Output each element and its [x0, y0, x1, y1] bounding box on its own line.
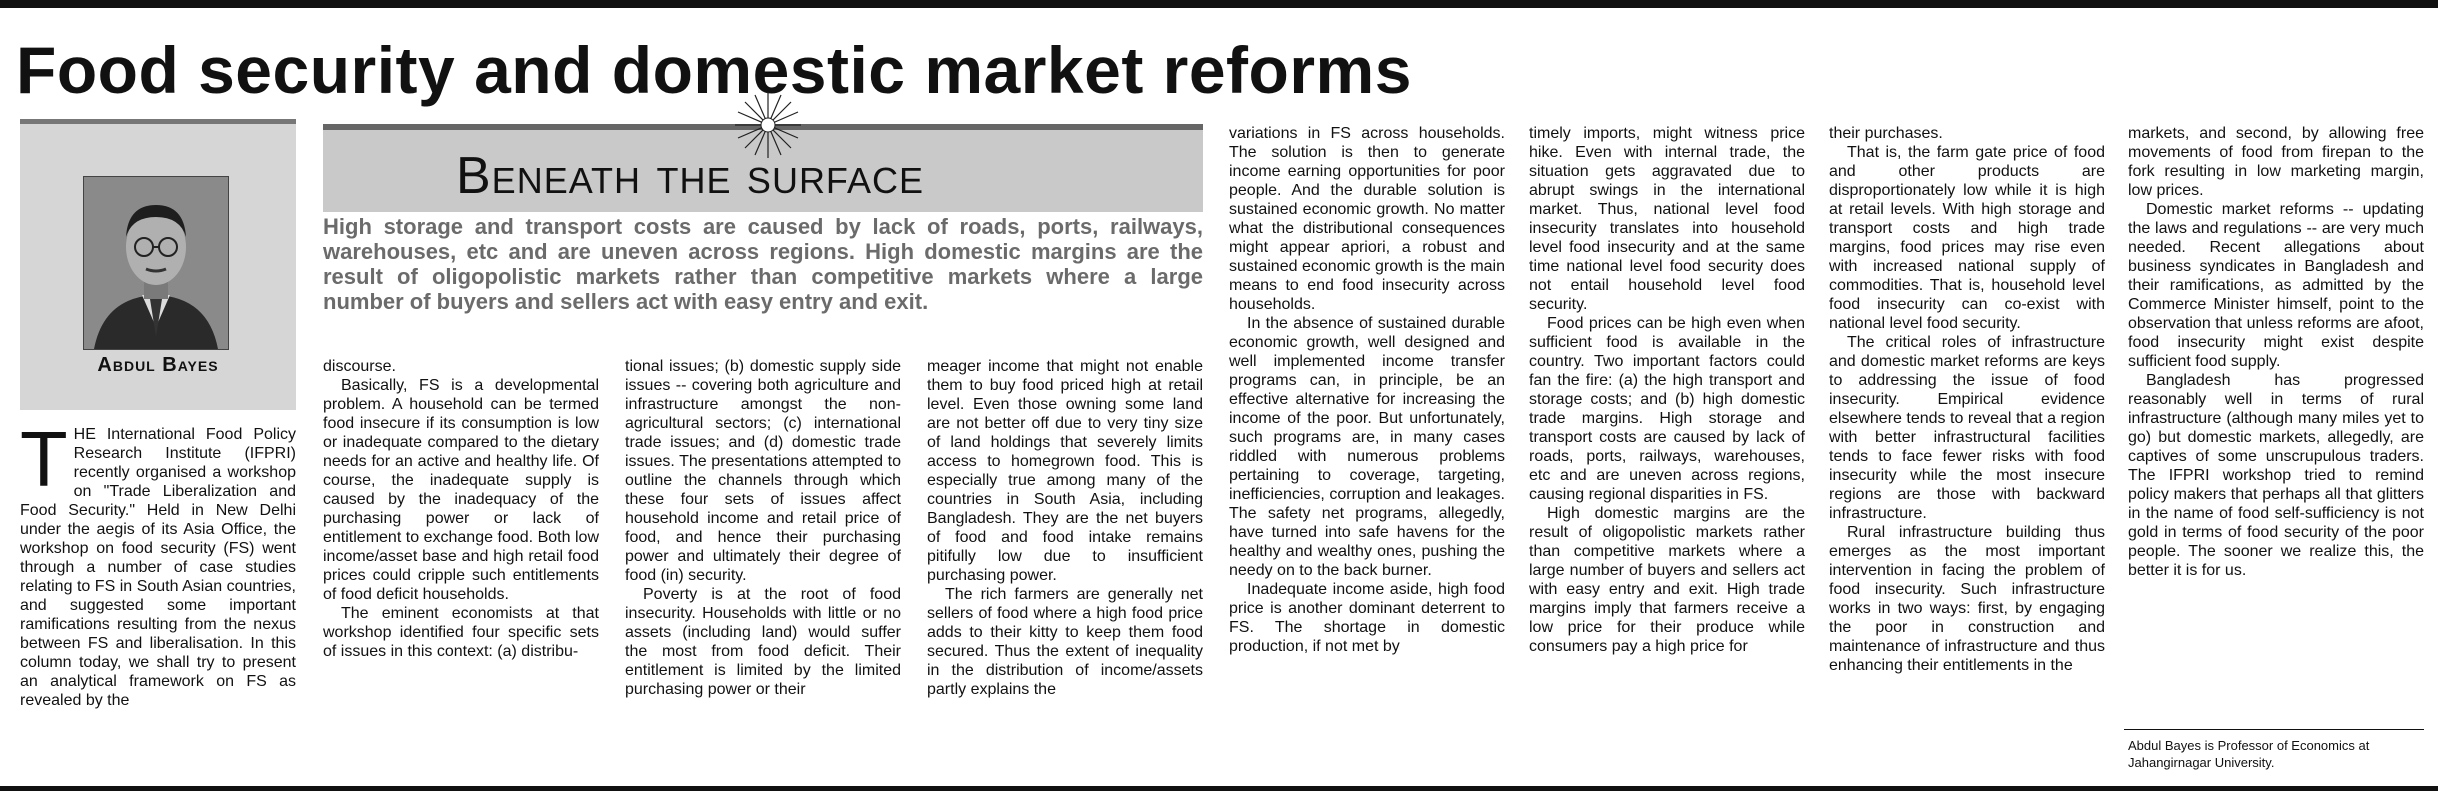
article-column-1 [20, 415, 296, 710]
paragraph: timely imports, might witness price hike. Even with internal trade, the situation gets aggravated due to abrupt swings in the international market. Thus, national level food insecurity translates into household level food insecurity and at the same time national level food security does not entail household level food security. [1529, 125, 1805, 313]
paragraph: Rural infrastructure building thus emerges as the most important intervention in facing the problem of food insecurity. Such infrastructure works in two ways: first, by engaging the poor in construction and maintenance of infrastructure and thus enhancing their entitlements in the [1829, 524, 2105, 674]
paragraph: The eminent economists at that workshop identified four specific sets of issues in this context: (a) distribu- [323, 605, 599, 660]
author-box [20, 119, 296, 410]
deck: High storage and transport costs are caused by lack of roads, ports, railways, warehouses, etc and are uneven across regions. High domestic margins are the result of oligopolistic markets rather than competitive markets where a large number of buyers and sellers act with easy entry and exit. [323, 214, 1203, 314]
paragraph: meager income that might not enable them to buy food priced high at retail level. Even those owning some land are not better off due to very tiny size of land holdings that severely limits access to homegrown food. This is especially true among many of the countries in South Asia, including Bangladesh. They are the net buyers of food and food intake remains pitifully low due to insufficient purchasing power. [927, 358, 1203, 584]
section-title: Beneath the surface [456, 147, 924, 205]
author-bio: Abdul Bayes is Professor of Economics at Jahangirnagar University. [2128, 738, 2370, 770]
article-column-8 [2128, 124, 2424, 580]
paragraph: The critical roles of infrastructure and domestic market reforms are keys to addressing the issue of food insecurity. Empirical evidence elsewhere tends to reveal that a region with better infrastructural facilities tends to face fewer risks with food insecurity while the most insecure regions are those with backward infrastructure. [1829, 334, 2105, 522]
paragraph: That is, the farm gate price of food and other products are disproportionately low while it is high at retail levels. With high storage and transport costs and high trade margins, food prices may rise even with increased national supply of commodities. That is, household level food insecurity can co-exist with national level food security. [1829, 144, 2105, 332]
paragraph: In the absence of sustained durable economic growth, well designed and well implemented income transfer programs can, in principle, be an effective alternative for increasing the income of the poor. But unfortunately, such programs are, in many cases riddled with numerous problems pertaining to coverage, targeting, inefficiencies, corruption and leakages. The safety net programs, allegedly, have turned into safe havens for the healthy and wealthy ones, pushing the needy on to the back burner. [1229, 315, 1505, 579]
paragraph: Food prices can be high even when sufficient food is available in the country. Two important factors could fan the fire: (a) the high transport and storage costs; and (b) high domestic trade margins. High storage and transport costs are caused by lack of roads, ports, railways, warehouses, etc and are uneven across regions, causing regional disparities in FS. [1529, 315, 1805, 503]
article-column-2 [323, 357, 599, 661]
paragraph: High domestic margins are the result of oligopolistic markets rather than competitive markets where a large number of buyers and sellers act with easy entry and exit. High trade margins imply that farmers receive a low price for their produce while consumers pay a high price for [1529, 505, 1805, 655]
article-column-7 [1829, 124, 2105, 675]
paragraph: variations in FS across households. The solution is then to generate income earning opportunities for poor people. And the durable solution is sustained economic growth. No matter what the distributional consequences might appear apriori, a robust and sustained economic growth is the main means to end food insecurity across households. [1229, 125, 1505, 313]
bio-divider [2124, 729, 2424, 730]
article-column-4 [927, 357, 1203, 699]
paragraph: The rich farmers are generally net sellers of food where a high food price adds to their kitty to keep them food secured. Thus the extent of inequality in the distribution of income/assets partly explains the [927, 586, 1203, 698]
lead-paragraph-text: HE International Food Policy Research Institute (IFPRI) recently organised a workshop on "Trade Liberalization and Food Security." Held in New Delhi under the aegis of its Asia Office, the workshop on food security (FS) went through a number of case studies relating to FS in South Asian countries, and suggested some important ramifications resulting from the nexus between FS and liberalisation. In this column today, we shall try to present an analytical framework on FS as revealed by the [20, 426, 296, 709]
top-rule [0, 0, 2438, 8]
lead-paragraph [20, 415, 296, 710]
article-column-5 [1229, 124, 1505, 656]
paragraph: their purchases. [1829, 125, 1943, 142]
star-burst-icon [733, 90, 803, 160]
bottom-rule [0, 786, 2438, 791]
paragraph: tional issues; (b) domestic supply side issues -- covering both agriculture and infrastructure amongst the non-agricultural sectors; (c) international trade issues; and (d) domestic trade issues. The presentations attempted to outline the channels through which these four sets of issues affect household income and retail price of food, and hence their purchasing power and ultimately their degree of food (in) security. [625, 358, 901, 584]
paragraph: markets, and second, by allowing free movements of food from firepan to the fork resulting in low marketing margin, low prices. [2128, 125, 2424, 199]
paragraph: Poverty is at the root of food insecurity. Households with little or no assets (including land) would suffer the most from food deficit. Their entitlement is limited by the limited purchasing power or their [625, 586, 901, 698]
author-photo [83, 176, 229, 350]
paragraph: Basically, FS is a developmental problem. A household can be termed food insecure if its consumption is low or inadequate compared to the dietary needs for an active and healthy life. Of course, the inadequate supply is caused by the inadequacy of the purchasing power or lack of entitlement to exchange food. Both low income/asset base and high retail food prices could cripple such entitlements of food deficit households. [323, 377, 599, 603]
paragraph: Domestic market reforms -- updating the laws and regulations -- are very much needed. Recent allegations about business syndicates in Bangladesh and their ramifications, as admitted by the Commerce Minister himself, point to the observation that unless reforms are afoot, food insecurity might exist despite sufficient food supply. [2128, 201, 2424, 370]
paragraph: discourse. [323, 358, 396, 375]
article-column-3 [625, 357, 901, 699]
headline: Food security and domestic market reforms [16, 33, 1412, 107]
paragraph: Bangladesh has progressed reasonably well in terms of rural infrastructure (although many miles yet to go) but domestic markets, allegedly, are captives of some unscrupulous traders. The IFPRI workshop tried to remind policy makers that perhaps all that glitters in the name of food self-sufficiency is not gold in terms of food security of the poor people. The sooner we realize this, the better it is for us. [2128, 372, 2424, 579]
author-name: Abdul Bayes [97, 354, 219, 376]
drop-cap: T [20, 415, 68, 503]
paragraph: Inadequate income aside, high food price is another dominant deterrent to FS. The shortage in domestic production, if not met by [1229, 581, 1505, 655]
article-column-6 [1529, 124, 1805, 656]
